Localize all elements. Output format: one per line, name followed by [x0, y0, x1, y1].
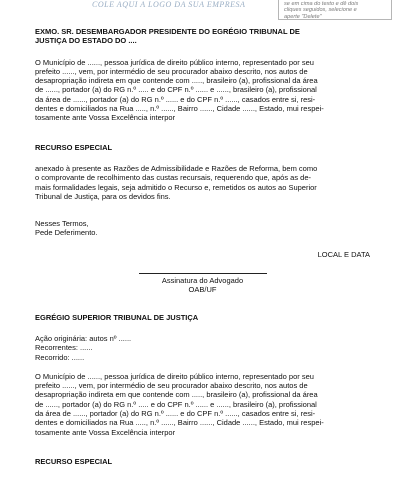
paragraph-line: O Município de ......, pessoa jurídica de direito público interno, representado por seu — [35, 57, 314, 67]
paragraph-line: desapropriação indireta em que contende com ....., brasileiro (a), profissional da área — [35, 76, 318, 86]
section-title: RECURSO ESPECIAL — [35, 142, 113, 152]
signature-line — [139, 273, 267, 274]
paragraph-line: anexado à presente as Razões de Admissibilidade e Razões de Reforma, bem como — [35, 163, 318, 173]
place-and-date: LOCAL E DATA — [317, 249, 370, 259]
document-body — [35, 27, 370, 478]
paragraph-line: da área de ......, portador (a) do RG n.º ...... e do CPF n.º ......, casados entre si, resi- — [35, 409, 316, 419]
instruction-note-line: cliques seguidos, selecione e — [284, 7, 357, 14]
instruction-note-box — [278, 0, 392, 20]
closing-line: Nesses Termos, — [35, 219, 89, 229]
paragraph-line: prefeito ......, vem, por intermédio de seu procurador abaixo descrito, nos autos de — [35, 66, 308, 76]
signature-oab: OAB/UF — [188, 285, 217, 295]
paragraph-line: tosamente ante Vossa Excelência interpor — [35, 427, 176, 437]
appeal-paragraph — [35, 164, 370, 201]
paragraph-line: dentes e domiciliados na Rua ....., n.º ......, Bairro ......, Cidade ......, Estado, mui respei- — [35, 418, 324, 428]
instruction-note-line: se em cima do texto e dê dois — [284, 1, 359, 7]
signature-block — [35, 273, 370, 295]
case-meta-line: Recorrentes: ...... — [35, 343, 93, 353]
paragraph-line: tosamente ante Vossa Excelência interpor — [35, 113, 176, 123]
paragraph-line: Tribunal de Justiça, para os devidos fins. — [35, 191, 171, 201]
addressee-line: EXMO. SR. DESEMBARGADOR PRESIDENTE DO EGRÉGIO TRIBUNAL DE — [35, 27, 300, 36]
intro-paragraph — [35, 58, 370, 123]
paragraph-line: de ......, portador (a) do RG n.º ..... e do CPF n.º ...... e ......, brasileiro (a), profissional — [35, 85, 317, 95]
intro-paragraph-repeat — [35, 372, 370, 437]
signature-name: Assinatura do Advogado — [161, 276, 244, 286]
paragraph-line: dentes e domiciliados na Rua ....., n.º ......, Bairro ......, Cidade ......, Estado, mui respei- — [35, 104, 324, 114]
paragraph-line: de ......, portador (a) do RG n.º ..... e do CPF n.º ...... e ......, brasileiro (a), profissional — [35, 399, 317, 409]
addressee-line: JUSTIÇA DO ESTADO DO .... — [35, 36, 137, 46]
closing-line: Pede Deferimento. — [35, 228, 98, 238]
logo-placeholder-hint: COLE AQUI A LOGO DA SUA EMPRESA — [92, 0, 246, 9]
addressee-heading — [35, 27, 370, 46]
case-meta-line: Recorrido: ...... — [35, 352, 85, 362]
case-meta-line: Ação originária: autos nº ...... — [35, 333, 132, 343]
paragraph-line: o comprovante de recolhimento das custas recursais, requerendo que, após as de- — [35, 173, 311, 183]
tribunal-heading: EGRÉGIO SUPERIOR TRIBUNAL DE JUSTIÇA — [35, 312, 199, 322]
paragraph-line: mais formalidades legais, seja admitido o Recurso e, remetidos os autos ao Superior — [35, 182, 317, 192]
paragraph-line: O Município de ......, pessoa jurídica de direito público interno, representado por seu — [35, 371, 314, 381]
instruction-note-line: aperte "Delete" — [284, 13, 322, 20]
section-title-repeat: RECURSO ESPECIAL — [35, 456, 113, 466]
closing-block — [35, 219, 370, 238]
case-meta — [35, 334, 370, 362]
paragraph-line: desapropriação indireta em que contende com ....., brasileiro (a), profissional da área — [35, 390, 318, 400]
paragraph-line: da área de ......, portador (a) do RG n.º ...... e do CPF n.º ......, casados entre si, resi- — [35, 94, 316, 104]
document-top-banner — [0, 0, 400, 20]
paragraph-line: prefeito ......, vem, por intermédio de seu procurador abaixo descrito, nos autos de — [35, 381, 308, 391]
